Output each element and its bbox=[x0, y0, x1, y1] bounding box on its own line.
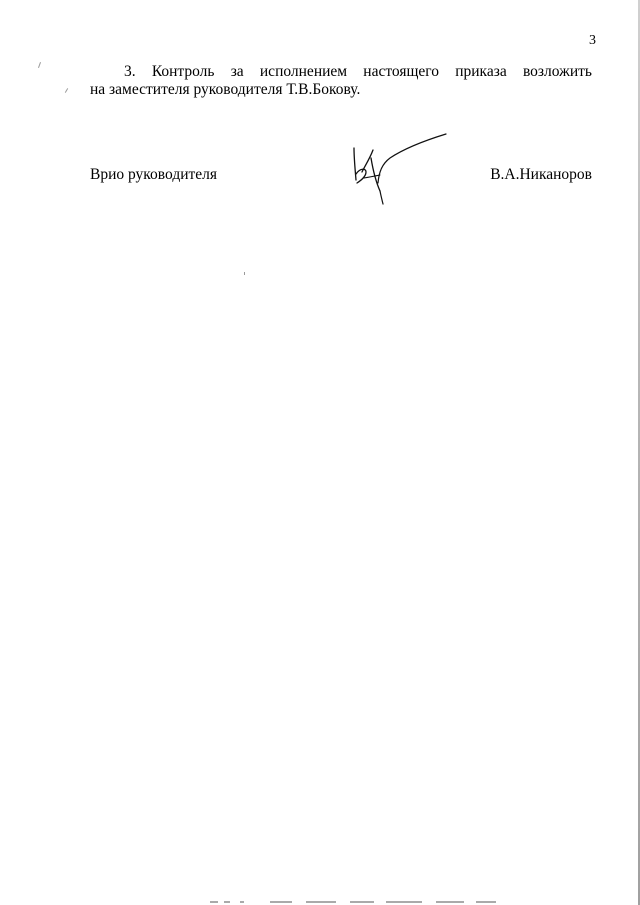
paragraph-line-2: на заместителя руководителя Т.В.Бокову. bbox=[90, 81, 361, 98]
page-number: 3 bbox=[589, 33, 596, 48]
signatory-name: В.А.Никаноров bbox=[490, 166, 592, 183]
paragraph-line-1 bbox=[124, 63, 592, 81]
paragraph-word: за bbox=[230, 63, 244, 80]
signatory-role: Врио руководителя bbox=[90, 166, 218, 183]
paragraph-word: исполнением bbox=[259, 63, 348, 80]
paragraph-word: Контроль bbox=[151, 63, 215, 80]
paragraph-word: 3. bbox=[124, 63, 136, 80]
scan-mark bbox=[65, 88, 68, 93]
scan-mark bbox=[244, 272, 245, 275]
scan-bottom-marks bbox=[210, 901, 510, 904]
paragraph-word: настоящего bbox=[363, 63, 440, 80]
scan-mark bbox=[38, 62, 41, 68]
paragraph-word: возложить bbox=[522, 63, 592, 80]
paragraph-word: приказа bbox=[455, 63, 507, 80]
handwritten-signature bbox=[340, 128, 460, 210]
